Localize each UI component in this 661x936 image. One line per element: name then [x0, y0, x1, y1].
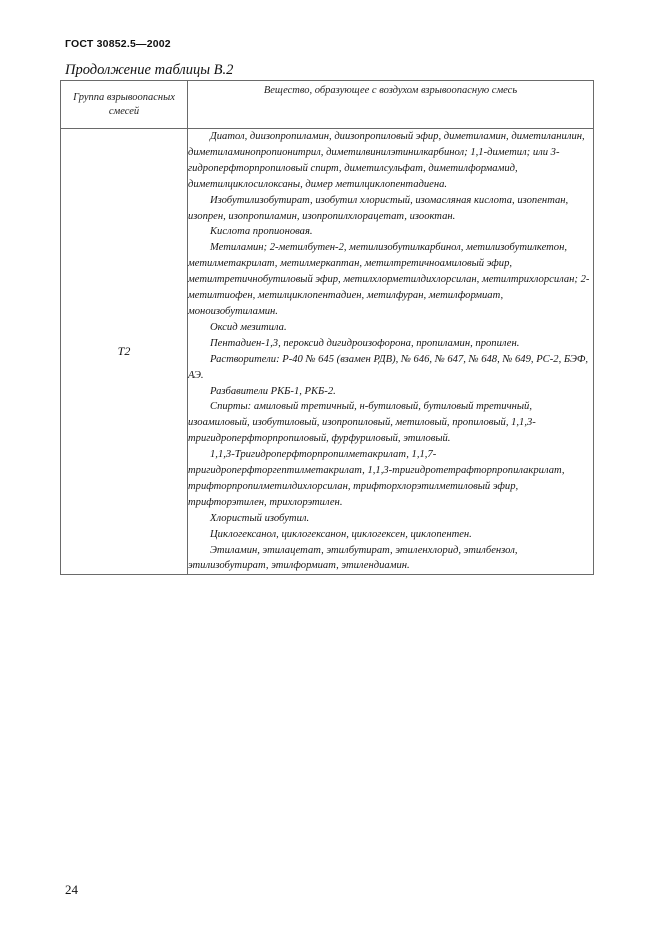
substance-paragraph: Циклогексанол, циклогексанон, циклогексен, циклопентен. — [210, 528, 472, 540]
table-row — [61, 129, 594, 575]
substance-paragraph: Растворители: Р-40 № 645 (взамен РДВ), № 646, № 647, № 648, № 649, РС-2, БЭФ, АЭ. — [188, 353, 589, 381]
table-header-row — [61, 81, 594, 129]
substance-paragraph: Оксид мезитила. — [210, 321, 287, 333]
substance-cell — [188, 129, 594, 575]
group-cell: Т2 — [61, 129, 188, 575]
substance-paragraph: Этиламин, этилацетат, этилбутират, этиленхлорид, этилбензол, этилизобутират, этилформиат, этилендиамин. — [188, 544, 518, 572]
document-header: ГОСТ 30852.5—2002 — [65, 38, 171, 50]
substance-paragraph: 1,1,3-Тригидроперфторпропилметакрилат, 1,1,7-тригидроперфторгептилметакрилат, 1,1,3-тригидротетрафторпропилакрилат, трифторпропилметилдихлорсилан, трифторхлорэтилметиловый эфир, трифторэтилен, трихлорэтилен. — [188, 449, 565, 508]
substance-paragraph: Хлористый изобутил. — [210, 512, 310, 524]
substance-paragraph: Пентадиен-1,3, пероксид дигидроизофорона, пропиламин, пропилен. — [210, 337, 520, 349]
substance-paragraph: Спирты: амиловый третичный, н-бутиловый, бутиловый третичный, изоамиловый, изобутиловый, изопропиловый, метиловый, пропиловый, 1,1,3-тригидроперфторпропиловый, фурфуриловый, этиловый. — [188, 401, 536, 445]
substance-paragraph: Кислота пропионовая. — [210, 226, 313, 238]
group-column-header: Группа взрывоопасных смесей — [61, 81, 188, 129]
substance-column-header: Вещество, образующее с воздухом взрывоопасную смесь — [188, 81, 594, 129]
substance-paragraph: Разбавители РКБ-1, РКБ-2. — [210, 385, 336, 397]
table-continuation-title: Продолжение таблицы В.2 — [65, 62, 234, 78]
substance-paragraph: Диатол, диизопропиламин, диизопропиловый эфир, диметиламин, диметиланилин, диметиламинопропионитрил, диметилвинилэтинилкарбинол; 1,1-диметил; или 3-гидроперфторпропиловый спирт, диметилсульфат, диметилформамид, диметилциклосилоксаны, димер метилциклопентадиена. — [188, 131, 585, 190]
substance-paragraph: Метиламин; 2-метилбутен-2, метилизобутилкарбинол, метилизобутилкетон, метилметакрилат, метилмеркаптан, метилтретичноамиловый эфир, метилтретичнобутиловый эфир, метилхлорметилдихлорсилан, метилтрихлорсилан; 2-метилтиофен, метилциклопентадиен, метилфуран, метилформиат, моноизобутиламин. — [188, 242, 590, 317]
substances-table — [60, 80, 594, 575]
substance-paragraph: Изобутилизобутират, изобутил хлористый, изомасляная кислота, изопентан, изопрен, изопропиламин, изопропилхлорацетат, изооктан. — [188, 194, 569, 222]
page-number: 24 — [65, 882, 78, 897]
